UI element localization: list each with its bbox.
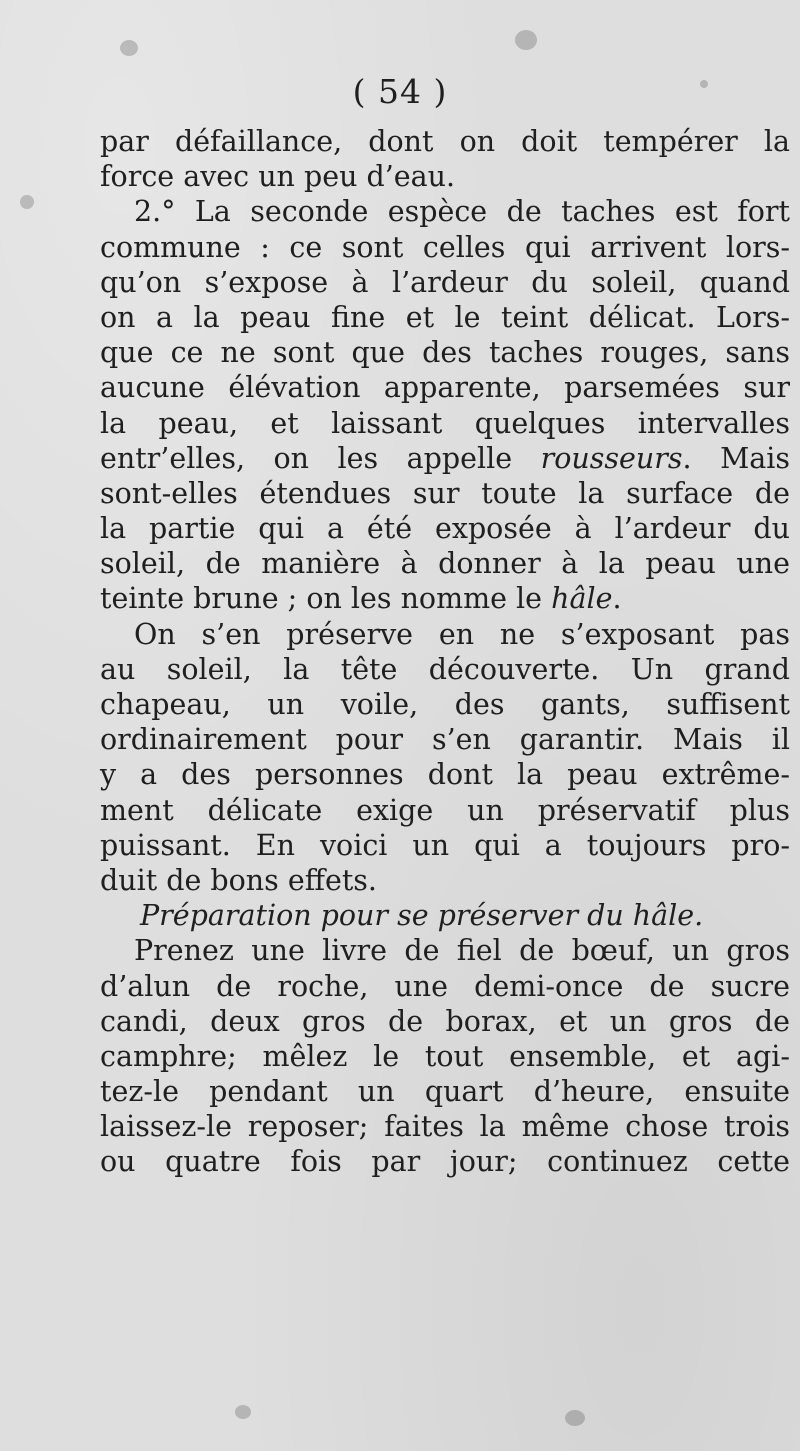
text-line-mixed: [100, 581, 790, 616]
text-line: au soleil, la tête découverte. Un grand: [100, 652, 790, 686]
text-line: camphre; mêlez le tout ensemble, et agi-: [100, 1039, 790, 1073]
text-line: 2.° La seconde espèce de taches est fort: [134, 195, 790, 229]
paper-speck: [565, 1410, 585, 1426]
section-heading-text: Préparation pour se préserver du hâle.: [140, 899, 704, 933]
text-line: On s’en préserve en ne s’exposant pas: [134, 617, 790, 651]
text-line: soleil, de manière à donner à la peau une: [100, 547, 790, 581]
text-line: qu’on s’expose à l’ardeur du soleil, quand: [100, 265, 790, 299]
italic-term: hâle: [551, 582, 613, 616]
text-line: chapeau, un voile, des gants, suffisent: [100, 688, 790, 721]
text-line: Prenez une livre de fiel de bœuf, un gros: [134, 934, 790, 968]
text-line: d’alun de roche, une demi-once de sucre: [100, 969, 790, 1003]
text-line: sont-elles étendues sur toute la surface de: [100, 476, 790, 510]
text-fragment: .: [612, 582, 622, 616]
text-line: ordinairement pour s’en garantir. Mais il: [100, 723, 790, 757]
text-fragment: . Mais: [682, 441, 790, 475]
text-fragment: teinte brune ; on les nomme le: [100, 582, 543, 616]
paper-speck: [515, 30, 537, 50]
text-line: que ce ne sont que des taches rouges, sans: [100, 336, 790, 370]
page-number: ( 54 ): [352, 72, 448, 111]
text-line: par défaillance, dont on doit tempérer la: [100, 125, 790, 158]
text-line: tez-le pendant un quart d’heure, ensuite: [100, 1075, 790, 1109]
text-fragment: entr’elles, on les appelle: [100, 441, 513, 475]
text-line: ou quatre fois par jour; continuez cette: [100, 1145, 790, 1179]
body-text: [100, 124, 790, 1180]
text-line: duit de bons effets.: [100, 863, 377, 897]
text-line: ment délicate exige un préservatif plus: [100, 793, 790, 827]
paper-speck: [235, 1405, 251, 1419]
text-line: commune : ce sont celles qui arrivent lors-: [100, 230, 790, 264]
paper-speck: [120, 40, 138, 56]
text-line: aucune élévation apparente, parsemées sur: [100, 371, 790, 405]
section-heading: [100, 898, 790, 933]
text-line: y a des personnes dont la peau extrême-: [100, 758, 790, 792]
italic-term: rousseurs: [540, 441, 683, 475]
text-line: la peau, et laissant quelques intervalles: [100, 406, 790, 440]
text-line: force avec un peu d’eau.: [100, 160, 456, 194]
text-line: on a la peau fine et le teint délicat. Lors-: [100, 300, 790, 334]
paper-speck: [20, 195, 34, 209]
text-line: puissant. En voici un qui a toujours pro-: [100, 828, 790, 862]
text-line-mixed: [100, 441, 790, 476]
text-line: candi, deux gros de borax, et un gros de: [100, 1004, 790, 1038]
text-line: la partie qui a été exposée à l’ardeur du: [100, 512, 790, 546]
text-line: laissez-le reposer; faites la même chose trois: [100, 1110, 790, 1144]
